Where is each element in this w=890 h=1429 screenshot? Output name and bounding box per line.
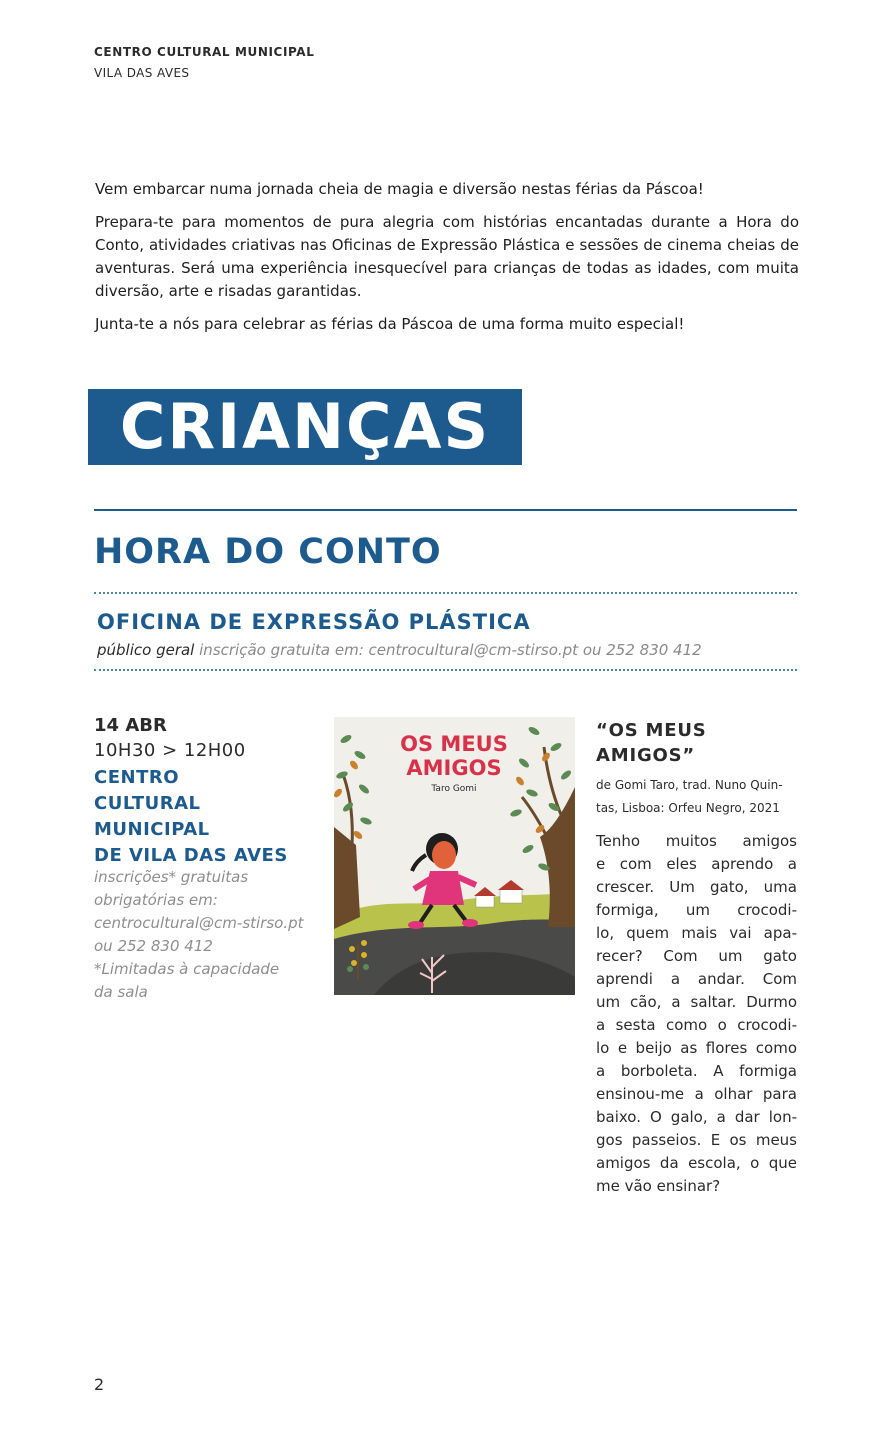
venue-line: MUNICIPAL xyxy=(94,819,210,840)
cover-title-line: AMIGOS xyxy=(406,756,502,780)
description-line: e com eles aprendo a xyxy=(596,855,797,873)
registration-info: inscrição gratuita em: centrocultural@cm-stirso.pt ou 252 830 412 xyxy=(199,641,702,659)
registration-line: inscrições* gratuitas xyxy=(94,868,249,886)
cover-author: Taro Gomi xyxy=(431,784,477,794)
book-title: “OS MEUS AMIGOS” xyxy=(596,720,707,766)
event-registration xyxy=(94,866,324,1004)
intro-paragraph: Prepara-te para momentos de pura alegria com histórias encantadas durante a Hora do Conto, atividades criativas nas Oficinas de Expressão Plástica e sessões de cinema cheias de aventuras. Será uma experiência inesquecível para crianças de todas as idades, com muita diversão, arte e risadas garantidas. xyxy=(95,213,799,300)
registration-line: centrocultural@cm-stirso.pt xyxy=(94,914,304,932)
description-line: crescer. Um gato, uma xyxy=(596,878,797,896)
event-date: 14 ABR xyxy=(94,715,167,736)
description-line: a borboleta. A formiga xyxy=(596,1062,797,1080)
intro-text xyxy=(95,178,799,346)
description-line: lo, quem mais vai apa- xyxy=(596,924,797,942)
description-line: amigos da escola, o que xyxy=(596,1154,797,1172)
description-line: gos passeios. E os meus xyxy=(596,1131,797,1149)
credit-line: de Gomi Taro, trad. Nuno Quin- xyxy=(596,778,783,792)
venue-line: DE VILA DAS AVES xyxy=(94,845,288,866)
description-line: recer? Com um gato xyxy=(596,947,797,965)
dotted-divider xyxy=(94,592,797,594)
event-venue xyxy=(94,765,324,869)
audience-label: público geral xyxy=(97,641,195,659)
intro-paragraph: Junta-te a nós para celebrar as férias da Páscoa de uma forma muito especial! xyxy=(95,315,685,333)
header-place: VILA DAS AVES xyxy=(94,66,190,80)
event-time: 10H30 > 12H00 xyxy=(94,740,246,761)
description-line: Tenho muitos amigos xyxy=(596,832,797,850)
description-line: me vão ensinar? xyxy=(596,1177,721,1195)
activity-title: OFICINA DE EXPRESSÃO PLÁSTICA xyxy=(97,610,531,634)
section-title: HORA DO CONTO xyxy=(94,532,442,572)
description-line: formiga, um crocodi- xyxy=(596,901,797,919)
page-number: 2 xyxy=(94,1375,105,1394)
category-badge xyxy=(88,389,522,465)
registration-line: obrigatórias em: xyxy=(94,891,218,909)
registration-line: *Limitadas à capacidade xyxy=(94,960,280,978)
book-cover-image xyxy=(334,717,575,995)
category-label: CRIANÇAS xyxy=(119,390,491,463)
header-org: CENTRO CULTURAL MUNICIPAL xyxy=(94,45,315,59)
description-line: a sesta como o crocodi- xyxy=(596,1016,797,1034)
dotted-divider xyxy=(94,669,797,671)
credit-line: tas, Lisboa: Orfeu Negro, 2021 xyxy=(596,801,780,815)
description-line: lo e beijo as flores como xyxy=(596,1039,797,1057)
description-line: ensinou-me a olhar para xyxy=(596,1085,797,1103)
section-divider xyxy=(94,509,797,511)
description-line: baixo. O galo, a dar lon- xyxy=(596,1108,797,1126)
intro-paragraph: Vem embarcar numa jornada cheia de magia e diversão nestas férias da Páscoa! xyxy=(95,180,704,198)
audience-line xyxy=(97,641,702,659)
book-description xyxy=(596,830,797,1198)
venue-line: CENTRO xyxy=(94,767,180,788)
description-line: um cão, a saltar. Durmo xyxy=(596,993,797,1011)
venue-line: CULTURAL xyxy=(94,793,201,814)
cover-title-line: OS MEUS xyxy=(400,732,508,756)
registration-line: da sala xyxy=(94,983,148,1001)
description-line: aprendi a andar. Com xyxy=(596,970,797,988)
registration-line: ou 252 830 412 xyxy=(94,937,213,955)
book-credit xyxy=(596,774,801,820)
